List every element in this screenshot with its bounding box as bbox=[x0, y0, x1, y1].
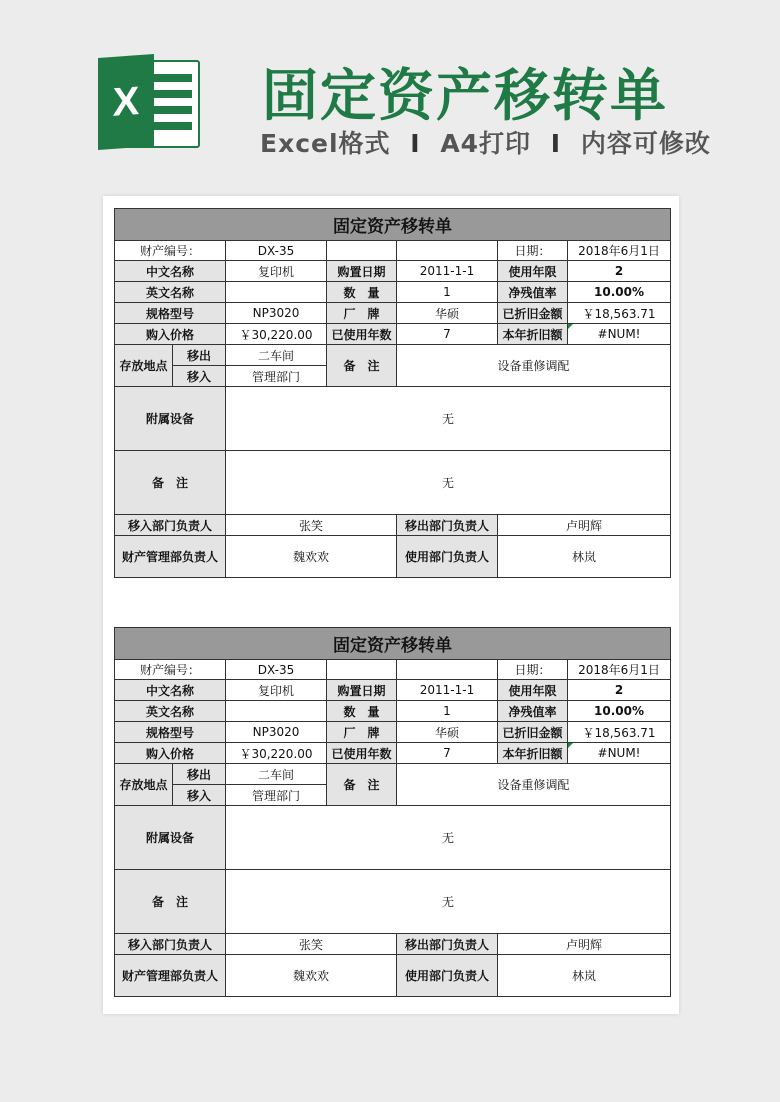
asset-mgr-label: 财产管理部负责人 bbox=[115, 955, 226, 997]
en-name-label: 英文名称 bbox=[115, 701, 226, 722]
residual-label: 净残值率 bbox=[498, 701, 568, 722]
used-years-value[interactable]: 7 bbox=[397, 743, 498, 764]
move-in-label: 移入 bbox=[173, 785, 226, 806]
remark-label: 备 注 bbox=[327, 345, 397, 387]
model-label: 规格型号 bbox=[115, 722, 226, 743]
in-head-value[interactable]: 张笑 bbox=[226, 515, 397, 536]
out-head-label: 移出部门负责人 bbox=[397, 934, 498, 955]
transfer-form-1 bbox=[114, 208, 671, 578]
excel-logo bbox=[98, 56, 198, 148]
user-dept-label: 使用部门负责人 bbox=[397, 955, 498, 997]
asset-mgr-value[interactable]: 魏欢欢 bbox=[226, 536, 397, 578]
dep-year-value[interactable]: #NUM! bbox=[568, 743, 671, 764]
dep-year-label: 本年折旧额 bbox=[498, 743, 568, 764]
user-dept-head-value[interactable]: 林岚 bbox=[498, 536, 671, 578]
subtitle-print: A4打印 bbox=[440, 129, 532, 158]
dep-year-label: 本年折旧额 bbox=[498, 324, 568, 345]
asset-no-label: 财产编号： bbox=[115, 660, 226, 680]
move-in-label: 移入 bbox=[173, 366, 226, 387]
remark-label: 备 注 bbox=[327, 764, 397, 806]
asset-no-value[interactable]: DX-35 bbox=[226, 241, 327, 261]
en-name-label: 英文名称 bbox=[115, 282, 226, 303]
en-name-value[interactable] bbox=[226, 701, 327, 722]
move-out-label: 移出 bbox=[173, 764, 226, 785]
remark-value[interactable]: 设备重修调配 bbox=[397, 764, 671, 806]
location-label: 存放地点 bbox=[115, 345, 173, 387]
years-label: 使用年限 bbox=[498, 680, 568, 701]
asset-no-label: 财产编号： bbox=[115, 241, 226, 261]
empty-cell[interactable] bbox=[397, 241, 498, 261]
move-in-value[interactable]: 管理部门 bbox=[226, 366, 327, 387]
accessory-value[interactable]: 无 bbox=[226, 387, 671, 451]
note-label: 备 注 bbox=[115, 451, 226, 515]
residual-value[interactable]: 10.00% bbox=[568, 701, 671, 722]
date-label: 日期： bbox=[498, 241, 568, 261]
model-label: 规格型号 bbox=[115, 303, 226, 324]
buy-date-label: 购置日期 bbox=[327, 261, 397, 282]
move-out-value[interactable]: 二车间 bbox=[226, 345, 327, 366]
empty-cell[interactable] bbox=[397, 660, 498, 680]
note-label: 备 注 bbox=[115, 870, 226, 934]
price-value[interactable]: ￥30,220.00 bbox=[226, 743, 327, 764]
subtitle-editable: 内容可修改 bbox=[580, 129, 711, 158]
used-years-label: 已使用年数 bbox=[327, 324, 397, 345]
qty-value[interactable]: 1 bbox=[397, 701, 498, 722]
qty-label: 数 量 bbox=[327, 701, 397, 722]
dep-total-value[interactable]: ￥18,563.71 bbox=[568, 303, 671, 324]
price-label: 购入价格 bbox=[115, 743, 226, 764]
brand-label: 厂 牌 bbox=[327, 303, 397, 324]
empty-cell[interactable] bbox=[327, 241, 397, 261]
in-head-value[interactable]: 张笑 bbox=[226, 934, 397, 955]
asset-mgr-label: 财产管理部负责人 bbox=[115, 536, 226, 578]
buy-date-label: 购置日期 bbox=[327, 680, 397, 701]
accessory-label: 附属设备 bbox=[115, 387, 226, 451]
model-value[interactable]: NP3020 bbox=[226, 722, 327, 743]
buy-date-value[interactable]: 2011-1-1 bbox=[397, 680, 498, 701]
move-in-value[interactable]: 管理部门 bbox=[226, 785, 327, 806]
document-sheet bbox=[103, 196, 679, 1014]
asset-mgr-value[interactable]: 魏欢欢 bbox=[226, 955, 397, 997]
used-years-label: 已使用年数 bbox=[327, 743, 397, 764]
price-label: 购入价格 bbox=[115, 324, 226, 345]
move-out-value[interactable]: 二车间 bbox=[226, 764, 327, 785]
out-head-label: 移出部门负责人 bbox=[397, 515, 498, 536]
user-dept-head-value[interactable]: 林岚 bbox=[498, 955, 671, 997]
page-title: 固定资产移转单 bbox=[262, 64, 668, 129]
location-label: 存放地点 bbox=[115, 764, 173, 806]
brand-value[interactable]: 华硕 bbox=[397, 722, 498, 743]
en-name-value[interactable] bbox=[226, 282, 327, 303]
used-years-value[interactable]: 7 bbox=[397, 324, 498, 345]
years-value[interactable]: 2 bbox=[568, 261, 671, 282]
excel-x-icon: X bbox=[98, 54, 154, 150]
form-title: 固定资产移转单 bbox=[115, 628, 671, 660]
in-head-label: 移入部门负责人 bbox=[115, 515, 226, 536]
residual-label: 净残值率 bbox=[498, 282, 568, 303]
transfer-form-2 bbox=[114, 627, 671, 997]
empty-cell[interactable] bbox=[327, 660, 397, 680]
dep-total-label: 已折旧金额 bbox=[498, 303, 568, 324]
subtitle-separator: I bbox=[410, 129, 421, 158]
out-head-value[interactable]: 卢明辉 bbox=[498, 934, 671, 955]
in-head-label: 移入部门负责人 bbox=[115, 934, 226, 955]
move-out-label: 移出 bbox=[173, 345, 226, 366]
subtitle-format: Excel格式 bbox=[260, 129, 391, 158]
cn-name-label: 中文名称 bbox=[115, 261, 226, 282]
date-label: 日期： bbox=[498, 660, 568, 680]
accessory-value[interactable]: 无 bbox=[226, 806, 671, 870]
dep-total-value[interactable]: ￥18,563.71 bbox=[568, 722, 671, 743]
page-subtitle bbox=[260, 124, 711, 160]
qty-label: 数 量 bbox=[327, 282, 397, 303]
date-value[interactable]: 2018年6月1日 bbox=[568, 660, 671, 680]
dep-total-label: 已折旧金额 bbox=[498, 722, 568, 743]
brand-value[interactable]: 华硕 bbox=[397, 303, 498, 324]
cn-name-value[interactable]: 复印机 bbox=[226, 680, 327, 701]
years-value[interactable]: 2 bbox=[568, 680, 671, 701]
remark-value[interactable]: 设备重修调配 bbox=[397, 345, 671, 387]
residual-value[interactable]: 10.00% bbox=[568, 282, 671, 303]
note-value[interactable]: 无 bbox=[226, 870, 671, 934]
brand-label: 厂 牌 bbox=[327, 722, 397, 743]
dep-year-value[interactable]: #NUM! bbox=[568, 324, 671, 345]
buy-date-value[interactable]: 2011-1-1 bbox=[397, 261, 498, 282]
note-value[interactable]: 无 bbox=[226, 451, 671, 515]
user-dept-label: 使用部门负责人 bbox=[397, 536, 498, 578]
model-value[interactable]: NP3020 bbox=[226, 303, 327, 324]
years-label: 使用年限 bbox=[498, 261, 568, 282]
form-title: 固定资产移转单 bbox=[115, 209, 671, 241]
price-value[interactable]: ￥30,220.00 bbox=[226, 324, 327, 345]
qty-value[interactable]: 1 bbox=[397, 282, 498, 303]
out-head-value[interactable]: 卢明辉 bbox=[498, 515, 671, 536]
subtitle-separator: I bbox=[550, 129, 562, 158]
asset-no-value[interactable]: DX-35 bbox=[226, 660, 327, 680]
accessory-label: 附属设备 bbox=[115, 806, 226, 870]
date-value[interactable]: 2018年6月1日 bbox=[568, 241, 671, 261]
cn-name-label: 中文名称 bbox=[115, 680, 226, 701]
cn-name-value[interactable]: 复印机 bbox=[226, 261, 327, 282]
